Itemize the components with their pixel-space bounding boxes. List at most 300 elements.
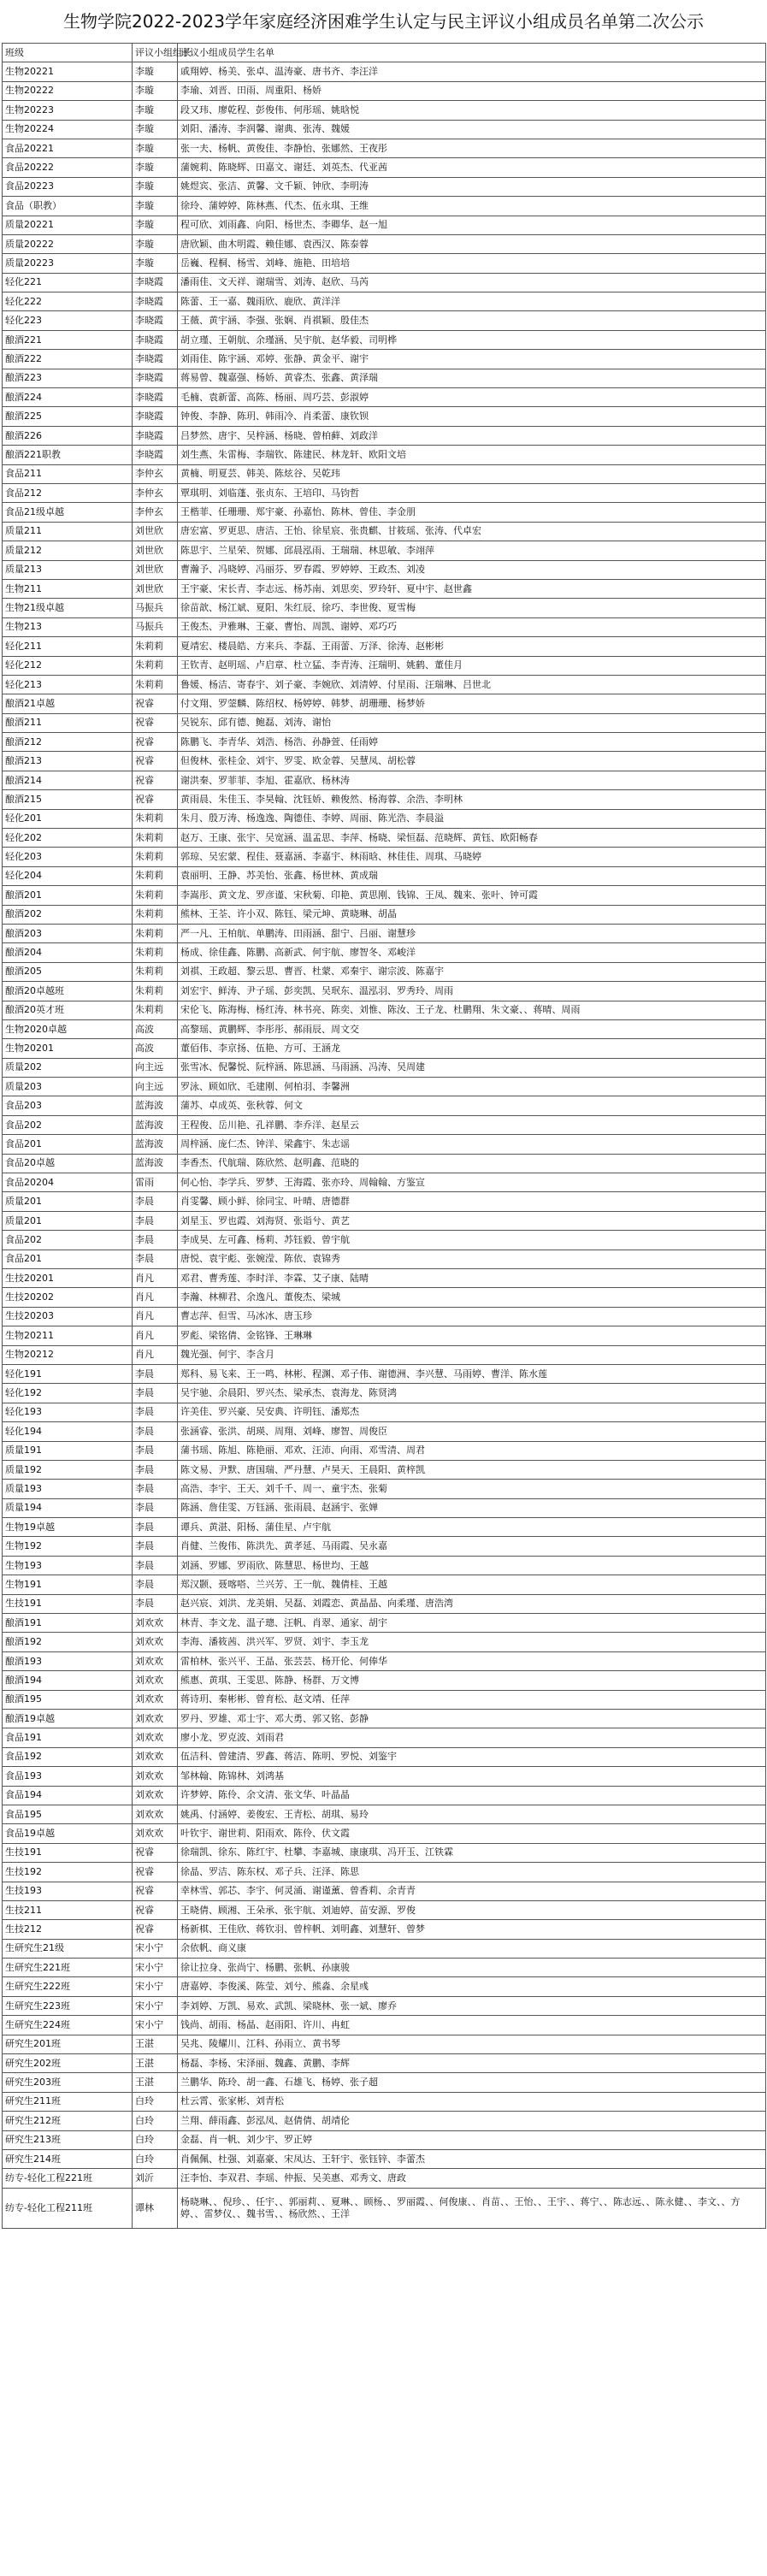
class-cell: 轻化222 bbox=[3, 292, 133, 311]
members-cell: 岳巍、程桐、杨雪、刘峰、施艳、田培培 bbox=[178, 254, 766, 273]
members-cell: 吕梦然、唐宇、吴梓涵、杨晓、曾柏藓、刘政洋 bbox=[178, 426, 766, 445]
table-row bbox=[3, 1671, 766, 1690]
table-row bbox=[3, 2092, 766, 2111]
table-row bbox=[3, 1518, 766, 1537]
table-row bbox=[3, 1001, 766, 1019]
table-row bbox=[3, 1537, 766, 1556]
members-cell: 严一凡、王柏航、单鹏涛、田雨涵、甜宁、吕丽、谢慧珍 bbox=[178, 924, 766, 942]
class-cell: 酿酒213 bbox=[3, 752, 133, 771]
table-row bbox=[3, 120, 766, 139]
leader-cell: 向主远 bbox=[133, 1078, 178, 1096]
class-cell: 食品202 bbox=[3, 1231, 133, 1250]
leader-cell: 朱莉莉 bbox=[133, 1001, 178, 1019]
table-row bbox=[3, 2112, 766, 2130]
class-cell: 食品194 bbox=[3, 1786, 133, 1805]
members-cell: 陈文易、尹默、唐国瑞、严丹慧、卢昊天、王晨阳、黄梓凯 bbox=[178, 1460, 766, 1479]
members-cell: 王晓倩、顾湘、王朵承、张宇航、刘迪婷、苗安源、罗俊 bbox=[178, 1900, 766, 1919]
leader-cell: 刘世欣 bbox=[133, 560, 178, 579]
table-row bbox=[3, 1920, 766, 1939]
leader-cell: 刘欢欢 bbox=[133, 1805, 178, 1823]
leader-cell: 李仲玄 bbox=[133, 483, 178, 502]
members-cell: 赵兴宸、刘洪、龙美娟、吴磊、刘霞恋、黄晶晶、向柔瑾、唐浩湾 bbox=[178, 1594, 766, 1613]
class-cell: 质量202 bbox=[3, 1058, 133, 1077]
table-row bbox=[3, 1900, 766, 1919]
class-cell: 食品20222 bbox=[3, 158, 133, 177]
members-cell: 曹志萍、但雪、马冰冰、唐玉珍 bbox=[178, 1307, 766, 1326]
members-cell: 曹瀚予、冯晓婷、冯丽芬、罗春霞、罗婷婷、王政杰、刘凌 bbox=[178, 560, 766, 579]
class-cell: 轻化191 bbox=[3, 1364, 133, 1383]
leader-cell: 李仲玄 bbox=[133, 503, 178, 522]
class-cell: 生研究生221班 bbox=[3, 1959, 133, 1977]
leader-cell: 宋小宁 bbox=[133, 1959, 178, 1977]
class-cell: 生物192 bbox=[3, 1537, 133, 1556]
table-row bbox=[3, 848, 766, 866]
members-cell: 胡立瑾、王朝航、余瑾涵、吴宇航、赵华毅、司明桦 bbox=[178, 330, 766, 349]
table-row bbox=[3, 2054, 766, 2073]
members-cell: 徐让拉身、张尚宁、杨鹏、张帆、孙康骏 bbox=[178, 1959, 766, 1977]
leader-cell: 蓝海波 bbox=[133, 1115, 178, 1134]
leader-cell: 李晓霞 bbox=[133, 350, 178, 369]
leader-cell: 祝睿 bbox=[133, 1843, 178, 1862]
table-row bbox=[3, 292, 766, 311]
members-cell: 董佰伟、李京扬、伍艳、方可、王涵龙 bbox=[178, 1039, 766, 1058]
members-cell: 钟俊、李静、陈玥、韩雨冷、肖柔蕾、康钦钡 bbox=[178, 407, 766, 426]
table-row bbox=[3, 1863, 766, 1882]
leader-cell: 祝睿 bbox=[133, 771, 178, 789]
class-cell: 酿酒203 bbox=[3, 924, 133, 942]
class-cell: 食品（职教） bbox=[3, 197, 133, 216]
table-row bbox=[3, 1651, 766, 1670]
table-row bbox=[3, 311, 766, 330]
table-row bbox=[3, 407, 766, 426]
members-cell: 伍洁科、曾建清、罗鑫、蒋洁、陈明、罗悦、刘鉴宇 bbox=[178, 1747, 766, 1766]
members-cell: 唐嘉婷、李俊溪、陈莹、刘兮、熊淼、余星彧 bbox=[178, 1977, 766, 1996]
members-cell: 刘阳、潘涛、李润馨、谢典、张涛、魏媛 bbox=[178, 120, 766, 139]
table-row bbox=[3, 234, 766, 253]
leader-cell: 李仲玄 bbox=[133, 464, 178, 483]
table-row bbox=[3, 1096, 766, 1115]
table-row bbox=[3, 1384, 766, 1403]
table-row bbox=[3, 273, 766, 292]
leader-cell: 祝睿 bbox=[133, 694, 178, 713]
table-row bbox=[3, 1480, 766, 1498]
leader-cell: 肖凡 bbox=[133, 1288, 178, 1307]
class-cell: 纺专-轻化工程221班 bbox=[3, 2169, 133, 2188]
table-row bbox=[3, 1747, 766, 1766]
leader-cell: 宋小宁 bbox=[133, 1977, 178, 1996]
members-cell: 郭琼、吴宏蒙、程佳、聂嘉涵、李嘉宇、林雨晗、林佳佳、周琪、马晓婷 bbox=[178, 848, 766, 866]
table-row bbox=[3, 982, 766, 1001]
class-cell: 轻化212 bbox=[3, 656, 133, 675]
leader-cell: 宋小宁 bbox=[133, 1996, 178, 2015]
class-cell: 酿酒194 bbox=[3, 1671, 133, 1690]
class-cell: 食品20204 bbox=[3, 1173, 133, 1192]
members-cell: 肖健、兰俊伟、陈洪先、黄孝延、马雨霞、吴永嘉 bbox=[178, 1537, 766, 1556]
class-cell: 生技212 bbox=[3, 1920, 133, 1939]
leader-cell: 祝睿 bbox=[133, 733, 178, 752]
members-cell: 邓君、曹秀莲、李时洋、李霖、艾子康、陆晴 bbox=[178, 1269, 766, 1288]
class-cell: 酿酒205 bbox=[3, 962, 133, 981]
members-cell: 覃琪明、刘临蓬、张贞东、王培印、马钧哲 bbox=[178, 483, 766, 502]
table-row bbox=[3, 1231, 766, 1250]
class-cell: 轻化194 bbox=[3, 1422, 133, 1441]
leader-cell: 刘欢欢 bbox=[133, 1671, 178, 1690]
members-cell: 罗彪、梁铭倩、金铭锋、王琳琳 bbox=[178, 1326, 766, 1345]
members-cell: 朱月、殷万涛、杨逸逸、陶德佳、李婷、周丽、陈光浩、李晨溢 bbox=[178, 809, 766, 828]
member-table bbox=[2, 43, 766, 2229]
members-cell: 罗泳、顾如欣、毛建刚、何柏羽、李馨洲 bbox=[178, 1078, 766, 1096]
table-row bbox=[3, 254, 766, 273]
leader-cell: 肖凡 bbox=[133, 1269, 178, 1288]
class-cell: 酿酒202 bbox=[3, 905, 133, 924]
class-cell: 生研究生21级 bbox=[3, 1939, 133, 1958]
leader-cell: 祝睿 bbox=[133, 1863, 178, 1882]
class-cell: 轻化223 bbox=[3, 311, 133, 330]
members-cell: 吴宇驰、余晨阳、罗兴杰、梁承杰、袁海龙、陈贤鸿 bbox=[178, 1384, 766, 1403]
table-row bbox=[3, 924, 766, 942]
leader-cell: 祝睿 bbox=[133, 713, 178, 732]
class-cell: 轻化202 bbox=[3, 829, 133, 848]
leader-cell: 刘欢欢 bbox=[133, 1747, 178, 1766]
leader-cell: 朱莉莉 bbox=[133, 943, 178, 962]
class-cell: 轻化204 bbox=[3, 866, 133, 885]
class-cell: 生技191 bbox=[3, 1594, 133, 1613]
leader-cell: 李璇 bbox=[133, 101, 178, 120]
class-cell: 轻化221 bbox=[3, 273, 133, 292]
leader-cell: 李晨 bbox=[133, 1575, 178, 1594]
class-cell: 生物213 bbox=[3, 617, 133, 636]
table-row bbox=[3, 560, 766, 579]
leader-cell: 李璇 bbox=[133, 197, 178, 216]
members-cell: 熊林、王荃、许小双、陈钰、梁元坤、黄晓琳、胡晶 bbox=[178, 905, 766, 924]
members-cell: 邹林翰、陈锦林、刘鸿基 bbox=[178, 1767, 766, 1786]
table-row bbox=[3, 330, 766, 349]
table-row bbox=[3, 1996, 766, 2015]
leader-cell: 蓝海波 bbox=[133, 1135, 178, 1154]
leader-cell: 李璇 bbox=[133, 234, 178, 253]
leader-cell: 刘欢欢 bbox=[133, 1767, 178, 1786]
table-row bbox=[3, 1882, 766, 1900]
leader-cell: 王湛 bbox=[133, 2073, 178, 2092]
class-cell: 质量192 bbox=[3, 1460, 133, 1479]
leader-cell: 李璇 bbox=[133, 216, 178, 234]
table-row bbox=[3, 2188, 766, 2228]
header-class: 班级 bbox=[3, 44, 133, 62]
members-cell: 潘雨佳、文天祥、谢瑞雪、刘涛、赵欣、马芮 bbox=[178, 273, 766, 292]
table-row bbox=[3, 1690, 766, 1709]
class-cell: 生物20224 bbox=[3, 120, 133, 139]
table-row bbox=[3, 426, 766, 445]
leader-cell: 朱莉莉 bbox=[133, 809, 178, 828]
table-row bbox=[3, 790, 766, 809]
class-cell: 生物20223 bbox=[3, 101, 133, 120]
class-cell: 生研究生224班 bbox=[3, 2016, 133, 2035]
members-cell: 刘涵、罗娜、罗雨欣、陈慧思、杨世均、王越 bbox=[178, 1556, 766, 1575]
class-cell: 酿酒21卓越 bbox=[3, 694, 133, 713]
members-cell: 夏靖宏、楼晨皓、方来兵、李磊、王雨蕾、万泽、徐涛、赵彬彬 bbox=[178, 637, 766, 656]
leader-cell: 朱莉莉 bbox=[133, 982, 178, 1001]
class-cell: 研究生202班 bbox=[3, 2054, 133, 2073]
members-cell: 蒋诗玥、秦彬彬、曾育松、赵文靖、任萍 bbox=[178, 1690, 766, 1709]
table-row bbox=[3, 101, 766, 120]
members-cell: 汪李怡、李双君、李瑶、仲振、吴美惠、邓秀文、唐政 bbox=[178, 2169, 766, 2188]
leader-cell: 李晓霞 bbox=[133, 292, 178, 311]
class-cell: 质量211 bbox=[3, 522, 133, 541]
table-row bbox=[3, 1805, 766, 1823]
leader-cell: 白玲 bbox=[133, 2092, 178, 2111]
class-cell: 酿酒214 bbox=[3, 771, 133, 789]
members-cell: 王楷菲、任珊珊、郑宇豪、孙嘉怡、陈林、曾佳、李金朋 bbox=[178, 503, 766, 522]
table-row bbox=[3, 1441, 766, 1460]
table-row bbox=[3, 1728, 766, 1747]
class-cell: 质量201 bbox=[3, 1211, 133, 1230]
table-row bbox=[3, 1154, 766, 1173]
members-cell: 金磊、肖一帆、刘少宇、罗正婷 bbox=[178, 2130, 766, 2149]
members-cell: 陈鹏飞、李青华、刘浩、杨浩、孙静萱、任雨婷 bbox=[178, 733, 766, 752]
table-row bbox=[3, 694, 766, 713]
class-cell: 质量203 bbox=[3, 1078, 133, 1096]
leader-cell: 刘欢欢 bbox=[133, 1786, 178, 1805]
leader-cell: 李晨 bbox=[133, 1231, 178, 1250]
table-row bbox=[3, 1959, 766, 1977]
class-cell: 酿酒192 bbox=[3, 1633, 133, 1651]
table-row bbox=[3, 1192, 766, 1211]
members-cell: 钱尚、胡雨、杨晶、赵雨阳、许川、冉虹 bbox=[178, 2016, 766, 2035]
table-body bbox=[3, 62, 766, 2228]
leader-cell: 朱莉莉 bbox=[133, 905, 178, 924]
table-row bbox=[3, 1326, 766, 1345]
header-members: 评议小组成员学生名单 bbox=[178, 44, 766, 62]
class-cell: 生技193 bbox=[3, 1882, 133, 1900]
class-cell: 食品20223 bbox=[3, 177, 133, 196]
table-row bbox=[3, 2035, 766, 2053]
table-row bbox=[3, 350, 766, 369]
class-cell: 研究生203班 bbox=[3, 2073, 133, 2092]
leader-cell: 向主远 bbox=[133, 1058, 178, 1077]
leader-cell: 肖凡 bbox=[133, 1326, 178, 1345]
members-cell: 林青、李文龙、温子璁、汪帆、肖翠、通家、胡宇 bbox=[178, 1614, 766, 1633]
table-row bbox=[3, 752, 766, 771]
members-cell: 赵万、王康、张宇、吴宽涵、温孟思、李萍、杨晓、梁恒磊、范晓辉、黄钰、欧阳畅春 bbox=[178, 829, 766, 848]
leader-cell: 刘欢欢 bbox=[133, 1709, 178, 1728]
members-cell: 叶钦宇、谢世莉、阳雨欢、陈伶、伏文霞 bbox=[178, 1824, 766, 1843]
leader-cell: 祝睿 bbox=[133, 1882, 178, 1900]
class-cell: 质量194 bbox=[3, 1498, 133, 1517]
members-cell: 黄楠、明夏芸、韩美、陈炫谷、吴乾玮 bbox=[178, 464, 766, 483]
class-cell: 纺专-轻化工程211班 bbox=[3, 2188, 133, 2228]
members-cell: 杨晓琳、、倪珍、、任宇、、郭丽莉、、夏琳、、顾杨、、罗丽霞、、何俊康、、肖苗、、王怡、、王宇、、蒋宁、、陈志远、、陈永健、、李文、、方婷、、雷梦仪、、魏书雪、、杨欣然、、王洋 bbox=[178, 2188, 766, 2228]
leader-cell: 祝睿 bbox=[133, 1920, 178, 1939]
class-cell: 酿酒212 bbox=[3, 733, 133, 752]
table-row bbox=[3, 675, 766, 694]
leader-cell: 李晨 bbox=[133, 1192, 178, 1211]
members-cell: 刘生燕、朱雷梅、李瑞钦、陈建民、林龙轩、欧阳文培 bbox=[178, 446, 766, 464]
members-cell: 杨成、徐佳鑫、陈鹏、高新武、何宇航、廖智冬、邓峻洋 bbox=[178, 943, 766, 962]
class-cell: 研究生201班 bbox=[3, 2035, 133, 2053]
class-cell: 食品201 bbox=[3, 1250, 133, 1268]
leader-cell: 马振兵 bbox=[133, 599, 178, 617]
members-cell: 袁丽明、王静、苏美怡、张鑫、杨世林、黄成瑞 bbox=[178, 866, 766, 885]
leader-cell: 李晨 bbox=[133, 1364, 178, 1383]
leader-cell: 李晓霞 bbox=[133, 330, 178, 349]
leader-cell: 李璇 bbox=[133, 139, 178, 157]
leader-cell: 李晨 bbox=[133, 1498, 178, 1517]
table-row bbox=[3, 197, 766, 216]
class-cell: 生技211 bbox=[3, 1900, 133, 1919]
table-row bbox=[3, 1939, 766, 1958]
members-cell: 幸林雪、郭芯、李宇、何灵涌、谢谨薰、曾香莉、余青青 bbox=[178, 1882, 766, 1900]
class-cell: 食品20卓越 bbox=[3, 1154, 133, 1173]
table-row bbox=[3, 1078, 766, 1096]
leader-cell: 宋小宁 bbox=[133, 2016, 178, 2035]
table-row bbox=[3, 158, 766, 177]
table-row bbox=[3, 733, 766, 752]
members-cell: 何心怡、李学兵、罗梦、王海霞、张亦玲、周翰翰、方鉴宣 bbox=[178, 1173, 766, 1192]
class-cell: 食品211 bbox=[3, 464, 133, 483]
leader-cell: 李晨 bbox=[133, 1537, 178, 1556]
members-cell: 谭兵、黄湛、阳杨、蒲佳星、卢宇航 bbox=[178, 1518, 766, 1537]
members-cell: 王钦青、赵明瑶、卢启章、杜立猛、李青涛、汪瑞明、姚鹤、董佳月 bbox=[178, 656, 766, 675]
members-cell: 李嵩彤、黄文龙、罗彦谨、宋秋菊、印艳、黄思刚、钱锦、王凤、魏来、张叶、钟可霞 bbox=[178, 886, 766, 905]
members-cell: 谢洪秦、罗菲菲、李旭、霍嘉欣、杨林涛 bbox=[178, 771, 766, 789]
members-cell: 蒲婉莉、陈晓辉、田嘉文、谢廷、刘英杰、代亚茜 bbox=[178, 158, 766, 177]
members-cell: 王薇、黄宇涵、李强、张娴、肖祺颖、殷佳杰 bbox=[178, 311, 766, 330]
table-row bbox=[3, 1575, 766, 1594]
table-row bbox=[3, 829, 766, 848]
leader-cell: 肖凡 bbox=[133, 1345, 178, 1364]
table-row bbox=[3, 1135, 766, 1154]
members-cell: 唐宏富、罗更思、唐洁、王怡、徐星宸、张贵麒、甘筱瑶、张涛、代卓宏 bbox=[178, 522, 766, 541]
class-cell: 生技20201 bbox=[3, 1269, 133, 1288]
class-cell: 轻化192 bbox=[3, 1384, 133, 1403]
class-cell: 轻化213 bbox=[3, 675, 133, 694]
table-row bbox=[3, 1403, 766, 1421]
leader-cell: 刘欢欢 bbox=[133, 1728, 178, 1747]
members-cell: 宋伦飞、陈海梅、杨红涛、林书亮、陈奕、刘惟、陈汝、王子龙、杜鹏翔、朱文豪、、蒋晴、周雨 bbox=[178, 1001, 766, 1019]
table-row bbox=[3, 713, 766, 732]
members-cell: 蒲书瑶、陈旭、陈艳丽、邓欢、汪沛、向雨、邓雪清、周君 bbox=[178, 1441, 766, 1460]
members-cell: 程可欣、刘雨鑫、向阳、杨世杰、李卿华、赵一旭 bbox=[178, 216, 766, 234]
members-cell: 王宇豪、宋长青、李志远、杨苏南、刘思奕、罗玲轩、夏中宇、赵世鑫 bbox=[178, 579, 766, 598]
table-row bbox=[3, 962, 766, 981]
members-cell: 段又玮、廖乾程、彭俊伟、何彤瑶、姚晗悦 bbox=[178, 101, 766, 120]
class-cell: 轻化201 bbox=[3, 809, 133, 828]
table-row bbox=[3, 771, 766, 789]
leader-cell: 刘欢欢 bbox=[133, 1614, 178, 1633]
table-row bbox=[3, 1977, 766, 1996]
leader-cell: 朱莉莉 bbox=[133, 886, 178, 905]
table-row bbox=[3, 2073, 766, 2092]
members-cell: 余依帆、商义康 bbox=[178, 1939, 766, 1958]
leader-cell: 李晨 bbox=[133, 1422, 178, 1441]
table-row bbox=[3, 1019, 766, 1038]
class-cell: 生物20212 bbox=[3, 1345, 133, 1364]
class-cell: 酿酒193 bbox=[3, 1651, 133, 1670]
class-cell: 食品191 bbox=[3, 1728, 133, 1747]
table-row bbox=[3, 503, 766, 522]
table-row bbox=[3, 81, 766, 100]
class-cell: 食品193 bbox=[3, 1767, 133, 1786]
class-cell: 研究生214班 bbox=[3, 2149, 133, 2168]
leader-cell: 李晨 bbox=[133, 1518, 178, 1537]
members-cell: 王程俊、岳川艳、孔祥鹏、李乔洋、赵星云 bbox=[178, 1115, 766, 1134]
members-cell: 肖佩佩、杜强、刘嘉豪、宋凤达、王轩宇、张钰锌、李蕾杰 bbox=[178, 2149, 766, 2168]
members-cell: 戚翔婷、杨美、张卓、温涛豪、唐书齐、李汪洋 bbox=[178, 62, 766, 81]
leader-cell: 李璇 bbox=[133, 120, 178, 139]
class-cell: 生物193 bbox=[3, 1556, 133, 1575]
leader-cell: 朱莉莉 bbox=[133, 962, 178, 981]
leader-cell: 李晨 bbox=[133, 1460, 178, 1479]
table-row bbox=[3, 1173, 766, 1192]
members-cell: 杨新棋、王佳欣、蒋钦羽、曾梓帆、刘明鑫、刘慧轩、曾梦 bbox=[178, 1920, 766, 1939]
members-cell: 姚禹、付涵婷、姜俊宏、王青松、胡琪、易玲 bbox=[178, 1805, 766, 1823]
leader-cell: 祝睿 bbox=[133, 752, 178, 771]
members-cell: 陈涵、詹佳雯、万钰涵、张雨晨、赵涵宇、张婵 bbox=[178, 1498, 766, 1517]
leader-cell: 朱莉莉 bbox=[133, 924, 178, 942]
leader-cell: 祝睿 bbox=[133, 790, 178, 809]
table-row bbox=[3, 2130, 766, 2149]
members-cell: 唐欣颖、曲木明霞、赖佳娜、袁西汉、陈泰蓉 bbox=[178, 234, 766, 253]
members-cell: 毛楠、袁新蕾、高陈、杨丽、周巧芸、彭淑婷 bbox=[178, 388, 766, 407]
table-row bbox=[3, 905, 766, 924]
members-cell: 兰鹏华、陈玲、胡一鑫、石雄飞、杨婷、张子超 bbox=[178, 2073, 766, 2092]
members-cell: 刘雨佳、陈宇涵、邓婷、张静、黄金平、谢宇 bbox=[178, 350, 766, 369]
leader-cell: 高波 bbox=[133, 1039, 178, 1058]
header-leader: 评议小组组长 bbox=[133, 44, 178, 62]
table-row bbox=[3, 446, 766, 464]
leader-cell: 李晓霞 bbox=[133, 388, 178, 407]
class-cell: 酿酒20英才班 bbox=[3, 1001, 133, 1019]
members-cell: 张雪冰、倪馨悦、阮梓涵、陈思涵、马雨涵、冯涛、吴周建 bbox=[178, 1058, 766, 1077]
members-cell: 刘宏宇、鲜涛、尹子瑶、彭奕凯、吴珉东、温泓羽、罗秀玲、周雨 bbox=[178, 982, 766, 1001]
table-row bbox=[3, 637, 766, 656]
class-cell: 轻化193 bbox=[3, 1403, 133, 1421]
table-row bbox=[3, 1211, 766, 1230]
members-cell: 吴锐东、邱有德、鲍磊、刘涛、谢怡 bbox=[178, 713, 766, 732]
members-cell: 周梓涵、庞仁杰、钟洋、梁鑫宇、朱志谣 bbox=[178, 1135, 766, 1154]
members-cell: 肖雯馨、顾小鲜、徐同宝、叶晴、唐德群 bbox=[178, 1192, 766, 1211]
leader-cell: 李晨 bbox=[133, 1480, 178, 1498]
leader-cell: 朱莉莉 bbox=[133, 829, 178, 848]
class-cell: 食品203 bbox=[3, 1096, 133, 1115]
members-cell: 鲁媛、杨洁、寄春宇、刘子豪、李婉欣、刘清婷、付星雨、汪瑞琳、吕世北 bbox=[178, 675, 766, 694]
table-row bbox=[3, 1364, 766, 1383]
table-row bbox=[3, 656, 766, 675]
leader-cell: 李晓霞 bbox=[133, 426, 178, 445]
class-cell: 酿酒191 bbox=[3, 1614, 133, 1633]
members-cell: 熊惠、黄琪、王雯思、陈静、杨群、万文博 bbox=[178, 1671, 766, 1690]
class-cell: 质量191 bbox=[3, 1441, 133, 1460]
class-cell: 生物19卓越 bbox=[3, 1518, 133, 1537]
members-cell: 吴兆、陵耀川、江科、孙雨立、黄书琴 bbox=[178, 2035, 766, 2053]
leader-cell: 白玲 bbox=[133, 2149, 178, 2168]
class-cell: 酿酒195 bbox=[3, 1690, 133, 1709]
leader-cell: 雷雨 bbox=[133, 1173, 178, 1192]
members-cell: 徐晶、罗洁、陈东权、邓子兵、汪泽、陈思 bbox=[178, 1863, 766, 1882]
leader-cell: 白玲 bbox=[133, 2130, 178, 2149]
class-cell: 质量201 bbox=[3, 1192, 133, 1211]
class-cell: 酿酒224 bbox=[3, 388, 133, 407]
class-cell: 食品21级卓越 bbox=[3, 503, 133, 522]
leader-cell: 朱莉莉 bbox=[133, 866, 178, 885]
class-cell: 食品192 bbox=[3, 1747, 133, 1766]
table-row bbox=[3, 1250, 766, 1268]
table-row bbox=[3, 2149, 766, 2168]
table-row bbox=[3, 1824, 766, 1843]
class-cell: 食品195 bbox=[3, 1805, 133, 1823]
class-cell: 研究生211班 bbox=[3, 2092, 133, 2111]
table-row bbox=[3, 866, 766, 885]
